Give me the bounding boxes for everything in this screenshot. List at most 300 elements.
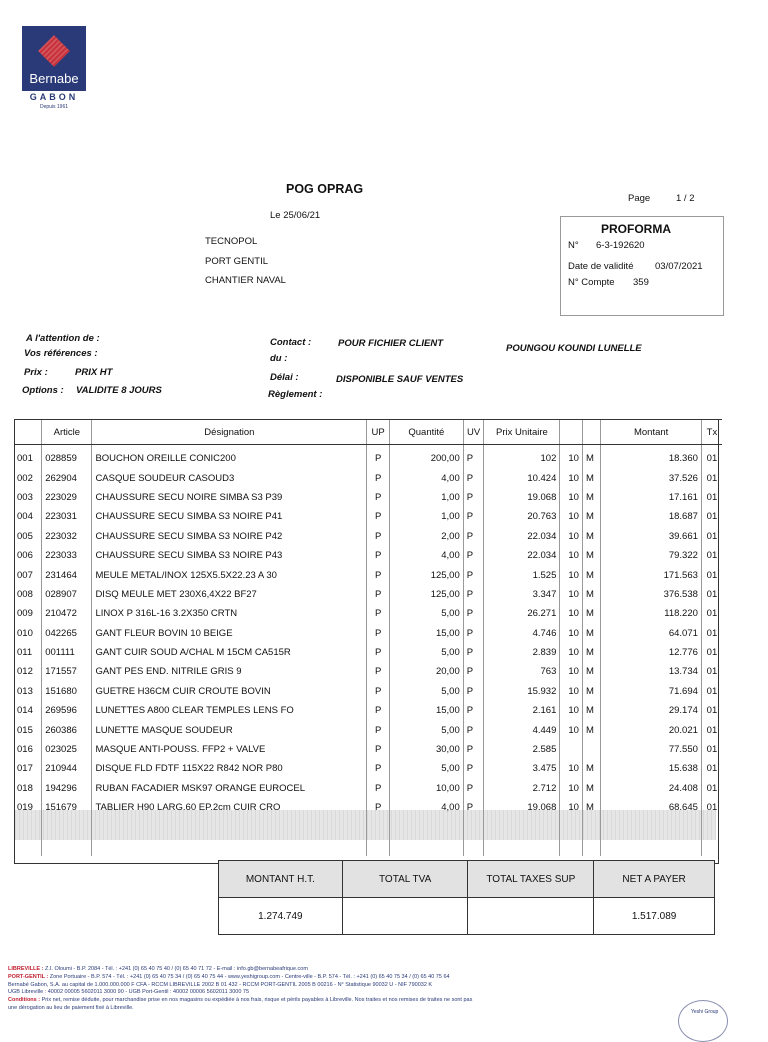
table-row xyxy=(14,798,722,817)
row-m: M xyxy=(582,759,600,778)
total-taxes-value xyxy=(468,898,594,935)
row-article: 194296 xyxy=(42,779,92,798)
total-taxes-label: TOTAL TAXES SUP xyxy=(468,861,594,898)
row-tx: 01 xyxy=(701,662,722,681)
row-uv: P xyxy=(463,740,484,759)
row-discount: 10 xyxy=(560,585,583,604)
row-m: M xyxy=(582,604,600,623)
empty-cell xyxy=(560,837,583,856)
row-number: 009 xyxy=(17,608,33,620)
footer-portgentil-label: PORT-GENTIL : xyxy=(8,973,49,980)
row-article: 171557 xyxy=(42,662,92,681)
row-article: 262904 xyxy=(42,468,92,487)
row-discount: 10 xyxy=(560,701,583,720)
row-uv: P xyxy=(463,779,484,798)
empty-row xyxy=(14,837,722,856)
reglement-label: Règlement : xyxy=(268,389,323,400)
empty-cell xyxy=(463,837,484,856)
table-row xyxy=(14,720,722,739)
row-up: P xyxy=(367,720,390,739)
row-discount: 10 xyxy=(560,546,583,565)
attention-label: A l'attention de : xyxy=(26,333,100,344)
row-amount: 79.322 xyxy=(601,546,702,565)
row-tx: 01 xyxy=(701,565,722,584)
row-uv: P xyxy=(463,507,484,526)
row-uv: P xyxy=(463,468,484,487)
table-row xyxy=(14,701,722,720)
client-city: PORT GENTIL xyxy=(205,256,268,267)
row-quantity: 5,00 xyxy=(389,643,463,662)
row-uv: P xyxy=(463,585,484,604)
row-number: 003 xyxy=(17,491,33,503)
row-amount: 17.161 xyxy=(601,488,702,507)
table-row xyxy=(14,488,722,507)
row-article: 223033 xyxy=(42,546,92,565)
row-article: 028859 xyxy=(42,445,92,469)
row-uv: P xyxy=(463,720,484,739)
row-article: 223029 xyxy=(42,488,92,507)
col-quantite-header: Quantité xyxy=(389,420,463,445)
footer-conditions-text-2: une dérogation au lieu de paiement fixé à Libreville. xyxy=(8,1004,134,1011)
row-article: 151680 xyxy=(42,682,92,701)
col-m-header xyxy=(582,420,600,445)
totals-table xyxy=(218,860,715,935)
row-uv: P xyxy=(463,759,484,778)
row-up: P xyxy=(367,682,390,701)
row-number: 012 xyxy=(17,666,33,678)
row-tx: 01 xyxy=(701,585,722,604)
col-designation-header: Désignation xyxy=(92,420,367,445)
logo-text: Bernabe xyxy=(29,71,79,86)
row-amount: 71.694 xyxy=(601,682,702,701)
validity-value: 03/07/2021 xyxy=(655,261,703,272)
row-amount: 18.360 xyxy=(601,445,702,469)
total-ht-value: 1.274.749 xyxy=(219,898,343,935)
row-number: 010 xyxy=(17,627,33,639)
row-up: P xyxy=(367,565,390,584)
table-row xyxy=(14,624,722,643)
row-amount: 18.687 xyxy=(601,507,702,526)
row-up: P xyxy=(367,740,390,759)
row-discount: 10 xyxy=(560,488,583,507)
footer-conditions-text: Prix net, remise déduite, pour marchandise prise en nos magasins ou expédiée à nos frais, risque et périls payables à Libreville. Nos traites et nos remises de traites ne sont pas xyxy=(41,997,473,1004)
row-amount: 29.174 xyxy=(601,701,702,720)
account-value: 359 xyxy=(633,277,649,288)
row-designation: MASQUE ANTI-POUSS. FFP2 + VALVE xyxy=(92,740,367,759)
row-discount: 10 xyxy=(560,445,583,469)
row-article: 151679 xyxy=(42,798,92,817)
row-quantity: 125,00 xyxy=(389,565,463,584)
document-date: Le 25/06/21 xyxy=(270,210,321,221)
row-tx: 01 xyxy=(701,759,722,778)
row-discount xyxy=(560,740,583,759)
table-row xyxy=(14,604,722,623)
row-designation: CHAUSSURE SECU SIMBA S3 NOIRE P42 xyxy=(92,527,367,546)
row-designation: LINOX P 316L-16 3.2X350 CRTN xyxy=(92,604,367,623)
empty-cell xyxy=(367,817,390,836)
row-designation: TABLIER H90 LARG.60 EP.2cm CUIR CRO xyxy=(92,798,367,817)
row-designation: CHAUSSURE SECU NOIRE SIMBA S3 P39 xyxy=(92,488,367,507)
row-unit-price: 2.161 xyxy=(484,701,560,720)
empty-cell xyxy=(601,837,702,856)
row-unit-price: 3.475 xyxy=(484,759,560,778)
row-uv: P xyxy=(463,798,484,817)
row-m: M xyxy=(582,468,600,487)
row-discount: 10 xyxy=(560,604,583,623)
row-designation: GANT CUIR SOUD A/CHAL M 15CM CA515R xyxy=(92,643,367,662)
document-title: POG OPRAG xyxy=(286,182,364,196)
logo-country: GABON xyxy=(29,92,79,102)
row-m: M xyxy=(582,527,600,546)
row-up: P xyxy=(367,468,390,487)
table-row xyxy=(14,507,722,526)
row-discount: 10 xyxy=(560,662,583,681)
row-designation: CHAUSSURE SECU SIMBA S3 NOIRE P43 xyxy=(92,546,367,565)
row-discount: 10 xyxy=(560,682,583,701)
row-designation: GANT PES END. NITRILE GRIS 9 xyxy=(92,662,367,681)
empty-cell xyxy=(484,837,560,856)
row-tx: 01 xyxy=(701,682,722,701)
page-number: 1 / 2 xyxy=(676,193,695,204)
options-label: Options : xyxy=(22,385,64,396)
row-uv: P xyxy=(463,604,484,623)
row-amount: 39.661 xyxy=(601,527,702,546)
row-article: 231464 xyxy=(42,565,92,584)
table-row xyxy=(14,585,722,604)
row-tx: 01 xyxy=(701,740,722,759)
row-tx: 01 xyxy=(701,701,722,720)
row-unit-price: 4.746 xyxy=(484,624,560,643)
row-designation: GANT FLEUR BOVIN 10 BEIGE xyxy=(92,624,367,643)
row-discount: 10 xyxy=(560,565,583,584)
footer-libreville-text: Z.I. Oloumi - B.P. 2084 - Tél. : +241 (0) 65 40 75 40 / (0) 65 40 71 72 - E-mail : info.gb@bernabeafrique.com xyxy=(44,966,308,972)
row-uv: P xyxy=(463,624,484,643)
row-discount: 10 xyxy=(560,507,583,526)
row-amount: 118.220 xyxy=(601,604,702,623)
row-unit-price: 3.347 xyxy=(484,585,560,604)
row-designation: BOUCHON OREILLE CONIC200 xyxy=(92,445,367,469)
empty-cell xyxy=(582,817,600,836)
contact-label: Contact : xyxy=(270,337,312,348)
empty-cell xyxy=(389,817,463,836)
row-article: 210472 xyxy=(42,604,92,623)
table-row xyxy=(14,546,722,565)
table-row xyxy=(14,445,722,469)
row-up: P xyxy=(367,662,390,681)
row-tx: 01 xyxy=(701,779,722,798)
empty-cell xyxy=(42,817,92,836)
row-unit-price: 22.034 xyxy=(484,527,560,546)
table-row xyxy=(14,527,722,546)
col-up-header: UP xyxy=(367,420,390,445)
col-prix-header: Prix Unitaire xyxy=(484,420,560,445)
table-row xyxy=(14,662,722,681)
row-article: 028907 xyxy=(42,585,92,604)
row-m: M xyxy=(582,779,600,798)
account-label: N° Compte xyxy=(568,277,615,288)
row-up: P xyxy=(367,445,390,469)
table-row xyxy=(14,565,722,584)
row-m: M xyxy=(582,624,600,643)
row-m: M xyxy=(582,798,600,817)
row-m xyxy=(582,740,600,759)
row-discount: 10 xyxy=(560,643,583,662)
row-amount: 24.408 xyxy=(601,779,702,798)
row-uv: P xyxy=(463,488,484,507)
row-m: M xyxy=(582,643,600,662)
row-uv: P xyxy=(463,662,484,681)
row-unit-price: 26.271 xyxy=(484,604,560,623)
row-article: 269596 xyxy=(42,701,92,720)
row-up: P xyxy=(367,759,390,778)
row-designation: CHAUSSURE SECU SIMBA S3 NOIRE P41 xyxy=(92,507,367,526)
row-designation: LUNETTE MASQUE SOUDEUR xyxy=(92,720,367,739)
row-quantity: 5,00 xyxy=(389,759,463,778)
empty-cell xyxy=(701,817,722,836)
row-quantity: 20,00 xyxy=(389,662,463,681)
row-number: 007 xyxy=(17,569,33,581)
company-footer xyxy=(8,966,648,1013)
row-designation: RUBAN FACADIER MSK97 ORANGE EUROCEL xyxy=(92,779,367,798)
row-designation: MEULE METAL/INOX 125X5.5X22.23 A 30 xyxy=(92,565,367,584)
table-row xyxy=(14,740,722,759)
row-number: 017 xyxy=(17,763,33,775)
row-quantity: 30,00 xyxy=(389,740,463,759)
col-discount-header xyxy=(560,420,583,445)
row-number: 006 xyxy=(17,550,33,562)
row-m: M xyxy=(582,445,600,469)
row-m: M xyxy=(582,662,600,681)
row-article: 223032 xyxy=(42,527,92,546)
row-m: M xyxy=(582,682,600,701)
row-m: M xyxy=(582,488,600,507)
empty-cell xyxy=(14,837,42,856)
row-quantity: 5,00 xyxy=(389,720,463,739)
net-payer-label: NET A PAYER xyxy=(594,861,715,898)
table-row xyxy=(14,759,722,778)
row-number: 019 xyxy=(17,802,33,814)
page-label: Page xyxy=(628,193,651,204)
col-num-header xyxy=(14,420,42,445)
row-tx: 01 xyxy=(701,488,722,507)
delai-value: DISPONIBLE SAUF VENTES xyxy=(336,374,464,385)
row-tx: 01 xyxy=(701,604,722,623)
row-m: M xyxy=(582,585,600,604)
row-uv: P xyxy=(463,527,484,546)
row-tx: 01 xyxy=(701,720,722,739)
row-m: M xyxy=(582,565,600,584)
row-up: P xyxy=(367,488,390,507)
total-ht-label: MONTANT H.T. xyxy=(219,861,343,898)
row-quantity: 2,00 xyxy=(389,527,463,546)
client-name: TECNOPOL xyxy=(205,236,258,247)
row-uv: P xyxy=(463,701,484,720)
row-discount: 10 xyxy=(560,624,583,643)
proforma-no-value: 6-3-192620 xyxy=(596,240,645,251)
row-uv: P xyxy=(463,643,484,662)
contact-name: POUNGOU KOUNDI LUNELLE xyxy=(506,343,642,354)
row-number: 013 xyxy=(17,685,33,697)
empty-cell xyxy=(389,837,463,856)
client-site: CHANTIER NAVAL xyxy=(205,275,286,286)
row-unit-price: 763 xyxy=(484,662,560,681)
empty-row xyxy=(14,817,722,836)
logo-since: Depuis 1961 xyxy=(39,104,69,110)
prix-value: PRIX HT xyxy=(75,367,113,378)
total-tva-label: TOTAL TVA xyxy=(342,861,468,898)
footer-portgentil-text: Zone Portuaire - B.P. 574 - Tél. : +241 (0) 65 40 75 34 / (0) 65 40 75 44 - www.yeshigroup.com - Centre-ville - B.P. 574 - Tél. : +241 (0) 65 40 75 34 / (0) 65 40 75 64 xyxy=(49,973,450,980)
row-article: 023025 xyxy=(42,740,92,759)
row-number: 018 xyxy=(17,782,33,794)
empty-cell xyxy=(367,837,390,856)
empty-cell xyxy=(463,817,484,836)
row-designation: DISQUE FLD FDTF 115X22 R842 NOR P80 xyxy=(92,759,367,778)
row-amount: 13.734 xyxy=(601,662,702,681)
row-unit-price: 19.068 xyxy=(484,488,560,507)
empty-cell xyxy=(701,837,722,856)
row-quantity: 4,00 xyxy=(389,798,463,817)
row-amount: 64.071 xyxy=(601,624,702,643)
row-quantity: 10,00 xyxy=(389,779,463,798)
row-amount: 376.538 xyxy=(601,585,702,604)
row-amount: 15.638 xyxy=(601,759,702,778)
table-row xyxy=(14,468,722,487)
row-uv: P xyxy=(463,445,484,469)
row-designation: DISQ MEULE MET 230X6,4X22 BF27 xyxy=(92,585,367,604)
row-up: P xyxy=(367,624,390,643)
row-uv: P xyxy=(463,565,484,584)
row-number: 004 xyxy=(17,511,33,523)
row-up: P xyxy=(367,798,390,817)
footer-libreville-label: LIBREVILLE : xyxy=(8,966,44,972)
items-table xyxy=(14,419,722,856)
proforma-no-label: N° xyxy=(568,240,579,251)
row-m: M xyxy=(582,720,600,739)
row-discount: 10 xyxy=(560,468,583,487)
footer-bank: UGB Libreville : 40002 00005 5602011 3000 90 - UGB Port-Gentil : 40002 00006 5602011 3000 75 xyxy=(8,989,250,996)
row-unit-price: 1.525 xyxy=(484,565,560,584)
row-number: 001 xyxy=(17,453,33,465)
contact-value: POUR FICHIER CLIENT xyxy=(338,338,444,349)
row-designation: CASQUE SOUDEUR CASOUD3 xyxy=(92,468,367,487)
du-label: du : xyxy=(270,353,288,364)
empty-cell xyxy=(42,837,92,856)
row-m: M xyxy=(582,546,600,565)
options-value: VALIDITE 8 JOURS xyxy=(76,385,162,396)
row-quantity: 15,00 xyxy=(389,701,463,720)
row-discount: 10 xyxy=(560,527,583,546)
row-quantity: 4,00 xyxy=(389,546,463,565)
row-unit-price: 15.932 xyxy=(484,682,560,701)
row-unit-price: 19.068 xyxy=(484,798,560,817)
row-quantity: 125,00 xyxy=(389,585,463,604)
row-article: 042265 xyxy=(42,624,92,643)
table-row xyxy=(14,779,722,798)
row-m: M xyxy=(582,701,600,720)
row-designation: LUNETTES A800 CLEAR TEMPLES LENS FO xyxy=(92,701,367,720)
row-unit-price: 10.424 xyxy=(484,468,560,487)
col-article-header: Article xyxy=(42,420,92,445)
row-tx: 01 xyxy=(701,445,722,469)
row-amount: 12.776 xyxy=(601,643,702,662)
row-quantity: 15,00 xyxy=(389,624,463,643)
empty-cell xyxy=(484,817,560,836)
references-label: Vos références : xyxy=(24,348,98,359)
total-tva-value xyxy=(342,898,468,935)
col-tx-header: Tx xyxy=(701,420,722,445)
row-unit-price: 2.712 xyxy=(484,779,560,798)
row-up: P xyxy=(367,507,390,526)
validity-label: Date de validité xyxy=(568,261,634,272)
yeshi-group-logo xyxy=(678,1000,728,1042)
row-quantity: 200,00 xyxy=(389,445,463,469)
col-uv-header: UV xyxy=(463,420,484,445)
row-up: P xyxy=(367,527,390,546)
row-tx: 01 xyxy=(701,798,722,817)
proforma-title: PROFORMA xyxy=(601,222,671,236)
empty-cell xyxy=(582,837,600,856)
footer-legal: Bernabé Gabon, S.A. au capital de 1.000.000.000 F CFA - RCCM LIBREVILLE 2002 B 01 432 - RCCM PORT-GENTIL 2005 B 00216 - N° Statistique 90032 U - NIF 790032 K xyxy=(8,981,433,988)
company-logo xyxy=(22,26,86,91)
empty-cell xyxy=(92,817,367,836)
row-amount: 77.550 xyxy=(601,740,702,759)
row-amount: 20.021 xyxy=(601,720,702,739)
row-designation: GUETRE H36CM CUIR CROUTE BOVIN xyxy=(92,682,367,701)
row-amount: 37.526 xyxy=(601,468,702,487)
row-up: P xyxy=(367,779,390,798)
row-up: P xyxy=(367,604,390,623)
row-article: 260386 xyxy=(42,720,92,739)
row-discount: 10 xyxy=(560,798,583,817)
row-amount: 68.645 xyxy=(601,798,702,817)
row-article: 210944 xyxy=(42,759,92,778)
row-tx: 01 xyxy=(701,624,722,643)
row-unit-price: 22.034 xyxy=(484,546,560,565)
row-quantity: 5,00 xyxy=(389,682,463,701)
row-uv: P xyxy=(463,682,484,701)
yeshi-group-text: Yeshi Group xyxy=(691,1009,719,1015)
row-discount: 10 xyxy=(560,779,583,798)
row-up: P xyxy=(367,546,390,565)
prix-label: Prix : xyxy=(24,367,48,378)
row-unit-price: 20.763 xyxy=(484,507,560,526)
row-amount: 171.563 xyxy=(601,565,702,584)
empty-cell xyxy=(560,817,583,836)
empty-cell xyxy=(92,837,367,856)
row-up: P xyxy=(367,701,390,720)
delai-label: Délai : xyxy=(270,372,299,383)
empty-cell xyxy=(14,817,42,836)
row-tx: 01 xyxy=(701,468,722,487)
row-tx: 01 xyxy=(701,527,722,546)
row-unit-price: 4.449 xyxy=(484,720,560,739)
table-row xyxy=(14,643,722,662)
row-quantity: 4,00 xyxy=(389,468,463,487)
empty-cell xyxy=(601,817,702,836)
row-quantity: 5,00 xyxy=(389,604,463,623)
row-uv: P xyxy=(463,546,484,565)
table-header-row xyxy=(14,420,722,445)
table-row xyxy=(14,682,722,701)
row-unit-price: 102 xyxy=(484,445,560,469)
row-quantity: 1,00 xyxy=(389,488,463,507)
row-number: 005 xyxy=(17,530,33,542)
row-unit-price: 2.585 xyxy=(484,740,560,759)
row-number: 015 xyxy=(17,724,33,736)
col-montant-header: Montant xyxy=(601,420,702,445)
row-article: 001111 xyxy=(42,643,92,662)
row-up: P xyxy=(367,585,390,604)
